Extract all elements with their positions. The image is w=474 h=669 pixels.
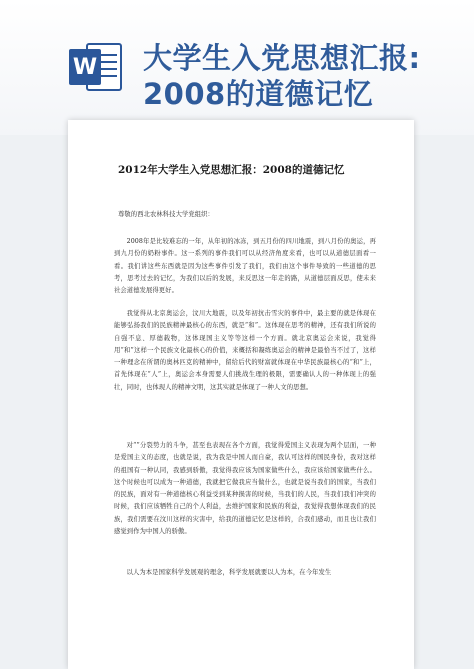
document-paragraph: 我觉得从北京奥运会，汶川大地震，以及年初抗击雪灾的事件中，最主要的就是体现在能够弘扬我们的民族精神最核心的东西，就是“和”。这体现在思考的精神，还有我们所说的自强不息、厚德载物，这体现国主义等等这样一个方面。就北京奥运会来说，我觉得用“和”这样一个民族文化最核心的价值，来概括和凝练奥运会的精神是最恰当不过了，这样一种理念在所谓的奥林匹克的精神中，留给后代的财富就体现在中华民族最核心的“和”上，首先体现在“人”上，奥运会本身需要人们挑战生理的极限，需要确认人的一种体现上的强壮，同时，也体现人的精神文明，这其实就是体现了一种人文的思想。 xyxy=(114,310,376,391)
page-title-line2: 2008的道德记忆 xyxy=(143,77,374,111)
word-document-icon xyxy=(67,41,123,93)
svg-text:W: W xyxy=(72,55,98,80)
page-title-line1: 大学生入党思想汇报: xyxy=(143,41,421,75)
document-paragraph: 2008年是比较难忘的一年，从年初的冰冻，到五月份的四川地震，到八月份的奥运，再到九月份的奶粉事件。这一系列的事件我们可以从经济角度来看，也可以从道德层面看一看。我们讲这些东西就是因为这些事件引发了我们，我们由这个事件导致的一些道德的思考，思考过去的记忆，为我们以后的发展，来反思这一年走的路，从道德层面反思，使未来社会道德发展得更好。 xyxy=(114,238,376,295)
document-title: 2012年大学生入党思想汇报：2008的道德记忆 xyxy=(118,164,345,176)
document-paragraph: 对“”分裂势力的斗争，甚至也表现在各个方面，我觉得爱国主义表现为两个层面，一种是爱国主义的态度，也就是说，我为我是中国人而自豪，我认可这样的国民身份，我对这样的祖国有一种认同，我感到骄傲，我觉得我应该为国家做些什么，我应该给国家做些什么。这个时候也可以成为一种道德，我就把它做我应当做什么，也就是说当我们的国家，当我们的民族，面对有一种道德核心利益受到某种损害的时候，当我们的人民，当我们我们冲突的时候，我们应该牺牲自己的个人利益，去维护国家和民族的利益，我觉得我想体现我们的民族，我们需要在汶川这样的灾害中，给我的道德记忆是这样的，合我们感动，而且也让我们感觉到作为中国人的骄傲。 xyxy=(114,442,376,536)
document-greeting: 尊敬的西北农林科技大学党组织： xyxy=(118,211,214,218)
document-page xyxy=(68,120,414,669)
document-paragraph: 以人为本是国家科学发展观的理念，科学发展就要以人为本，在今年发生 xyxy=(126,569,332,576)
banner xyxy=(0,0,474,135)
